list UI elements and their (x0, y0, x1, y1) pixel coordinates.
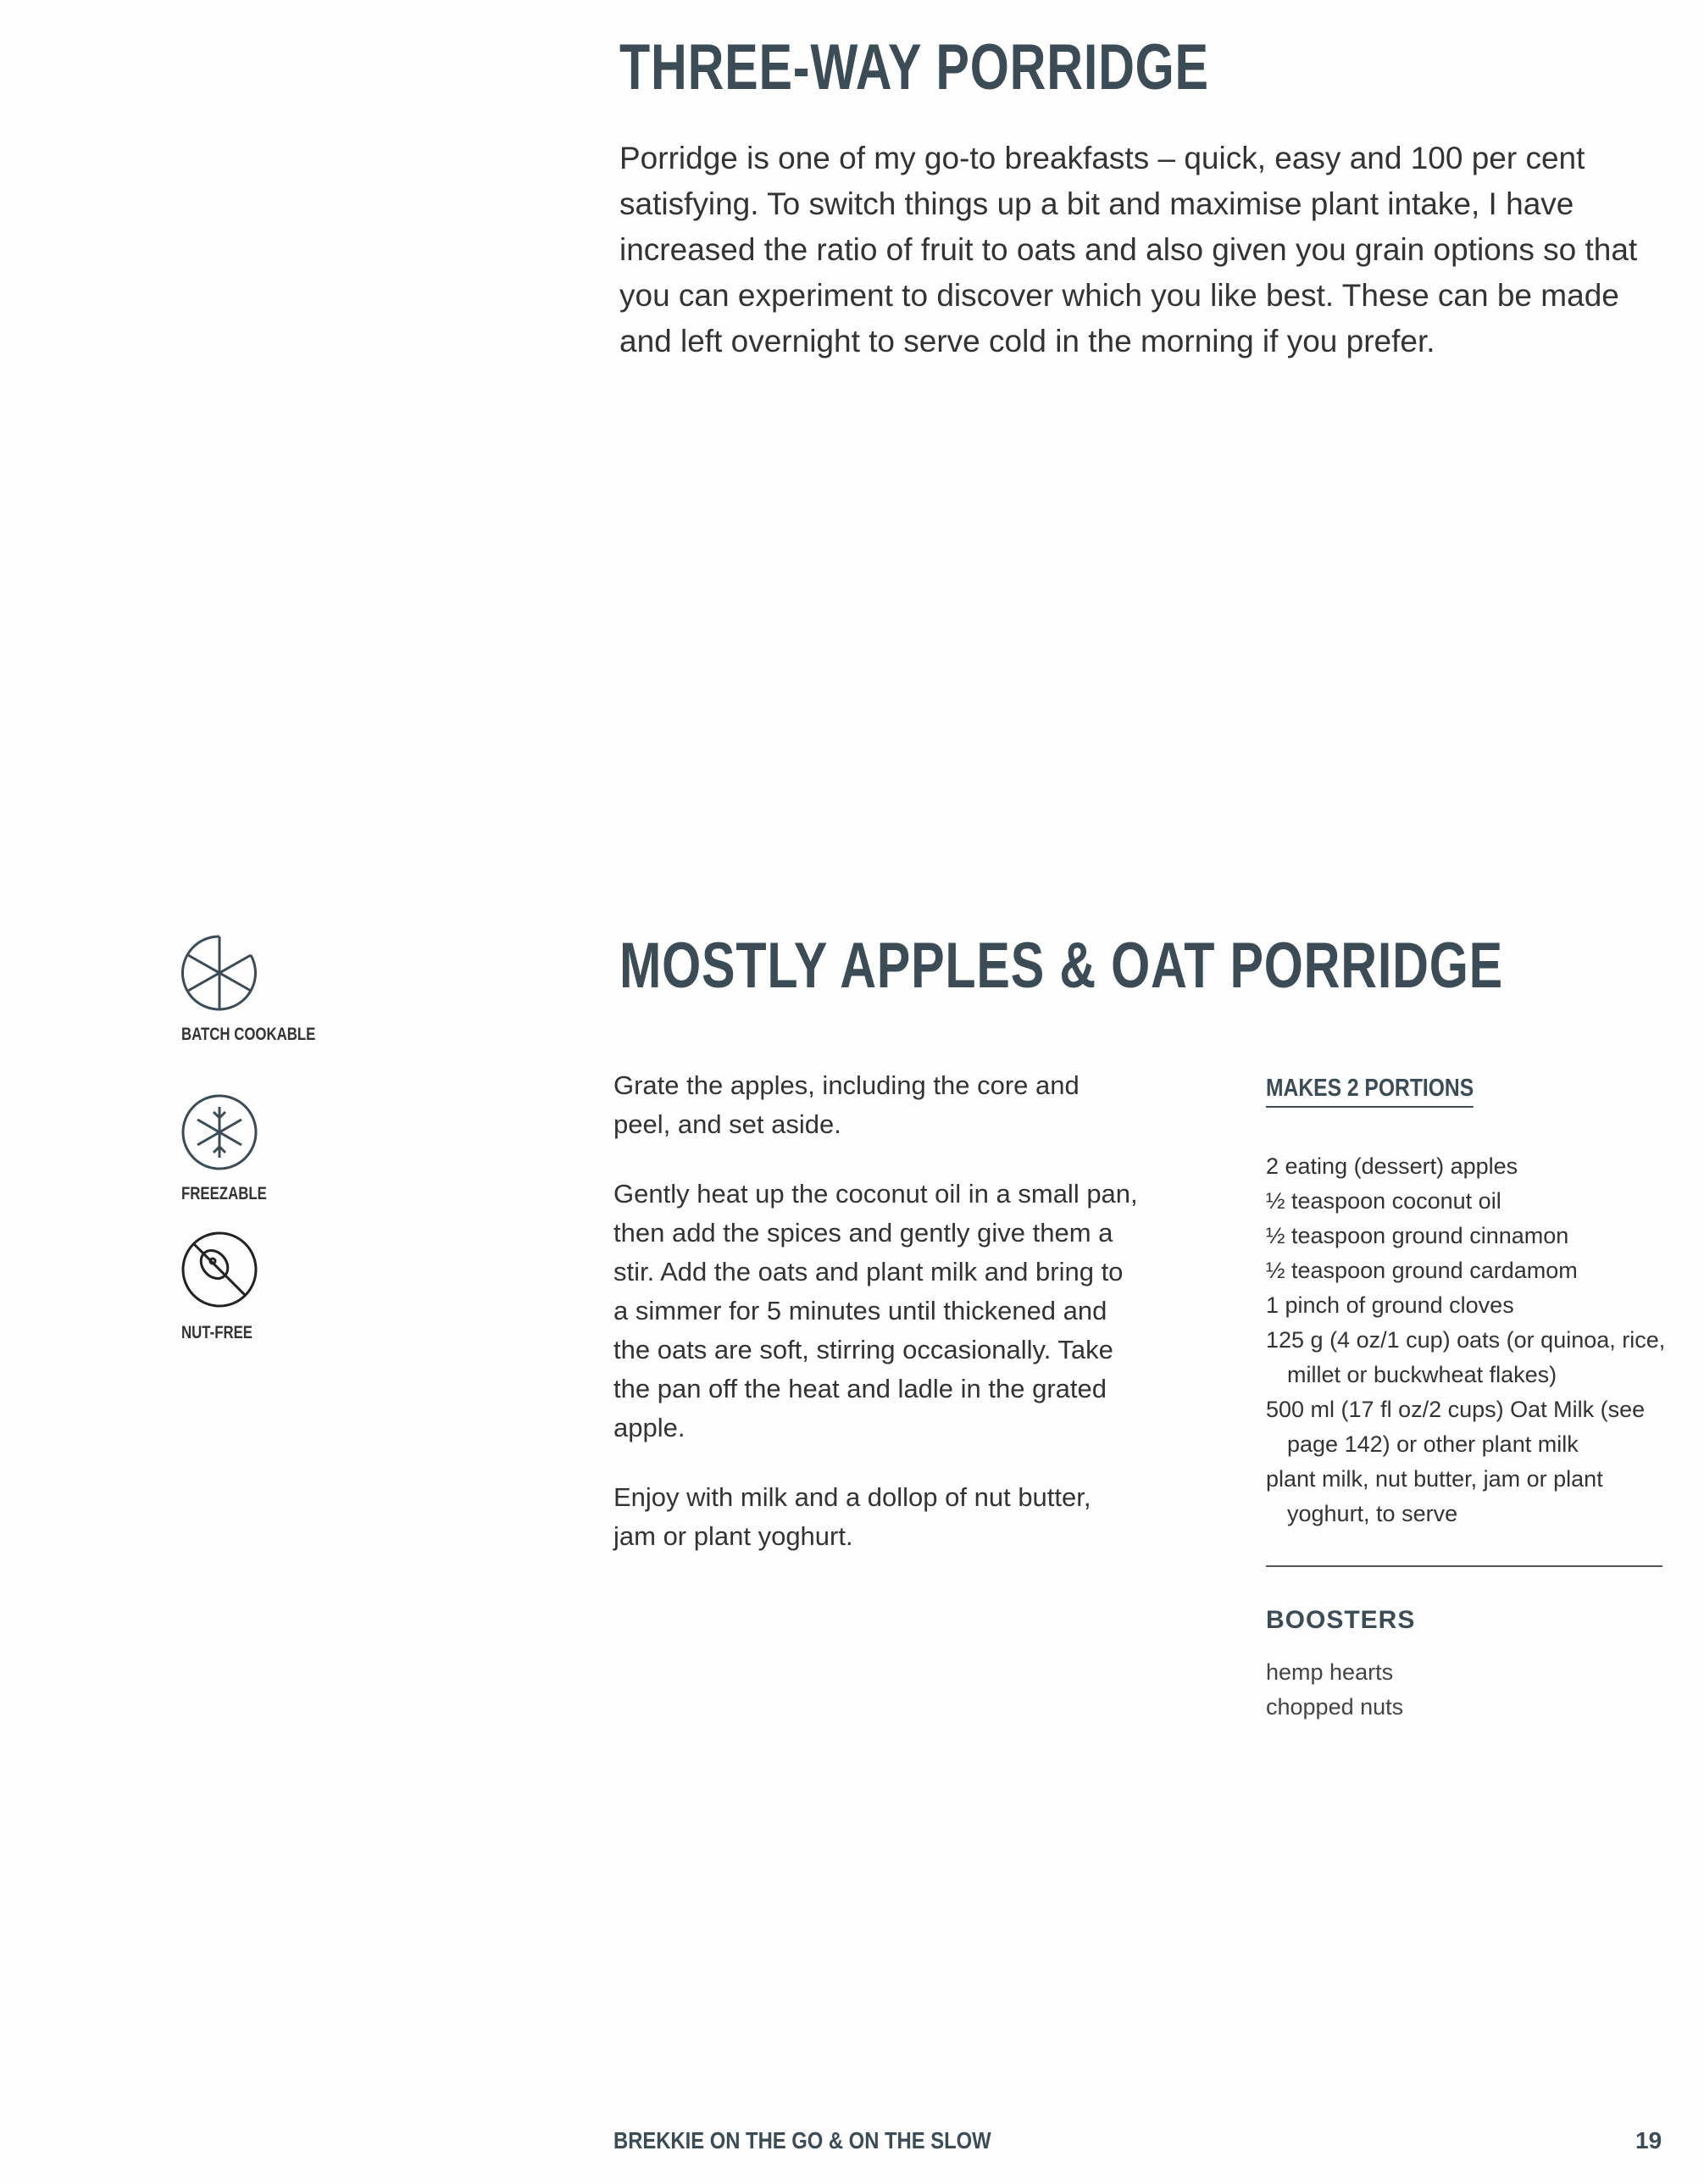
divider (1266, 1565, 1662, 1567)
boosters-heading: BOOSTERS (1266, 1606, 1416, 1634)
batch-cookable-label: BATCH COOKABLE (181, 1025, 316, 1044)
ingredient: ½ teaspoon ground cinnamon (1266, 1223, 1569, 1248)
method-step: Gently heat up the coconut oil in a small pan, then add the spices and gently give them a stir. Add the oats and plant milk and bring to a simmer for 5 minutes until thickened and the oats are soft, stirring occasionally. Take the pan off the heat and ladle in the grated apple. (613, 1179, 1138, 1442)
ingredient: plant milk, nut butter, jam or plant yoghurt, to serve (1266, 1466, 1603, 1526)
snowflake-icon (180, 1093, 258, 1171)
section-title: THREE-WAY PORRIDGE (619, 31, 1209, 103)
section-intro: Porridge is one of my go-to breakfasts – quick, easy and 100 per cent satisfying. To switch things up a bit and maximise plant intake, I have increased the ratio of fruit to oats and also given you grain options so that you can experiment to discover which you like best. These can be made and left overnight to serve cold in the morning if you prefer. (619, 141, 1638, 358)
nut-free-label: NUT-FREE (181, 1323, 253, 1342)
booster: chopped nuts (1266, 1694, 1404, 1720)
method (613, 1066, 1139, 1587)
recipe-title: MOSTLY APPLES & OAT PORRIDGE (619, 930, 1503, 1002)
freezable-label: FREEZABLE (181, 1184, 267, 1203)
method-step: Enjoy with milk and a dollop of nut butter, jam or plant yoghurt. (613, 1482, 1091, 1551)
footer-section: BREKKIE ON THE GO & ON THE SLOW (613, 2127, 991, 2153)
method-step: Grate the apples, including the core and peel, and set aside. (613, 1070, 1080, 1139)
batch-cookable-icon (180, 934, 258, 1012)
ingredient: 2 eating (dessert) apples (1266, 1153, 1518, 1179)
ingredients-list (1266, 1149, 1673, 1531)
portions-label: MAKES 2 PORTIONS (1266, 1075, 1474, 1108)
ingredient: ½ teaspoon ground cardamom (1266, 1258, 1578, 1283)
ingredient: 1 pinch of ground cloves (1266, 1292, 1514, 1318)
ingredient: 125 g (4 oz/1 cup) oats (or quinoa, rice, millet or buckwheat flakes) (1266, 1327, 1666, 1387)
nut-free-icon (180, 1231, 258, 1309)
ingredient: ½ teaspoon coconut oil (1266, 1188, 1501, 1214)
booster: hemp hearts (1266, 1659, 1394, 1685)
boosters-list (1266, 1655, 1673, 1725)
ingredient: 500 ml (17 fl oz/2 cups) Oat Milk (see page 142) or other plant milk (1266, 1397, 1646, 1457)
page-number: 19 (1635, 2127, 1662, 2153)
